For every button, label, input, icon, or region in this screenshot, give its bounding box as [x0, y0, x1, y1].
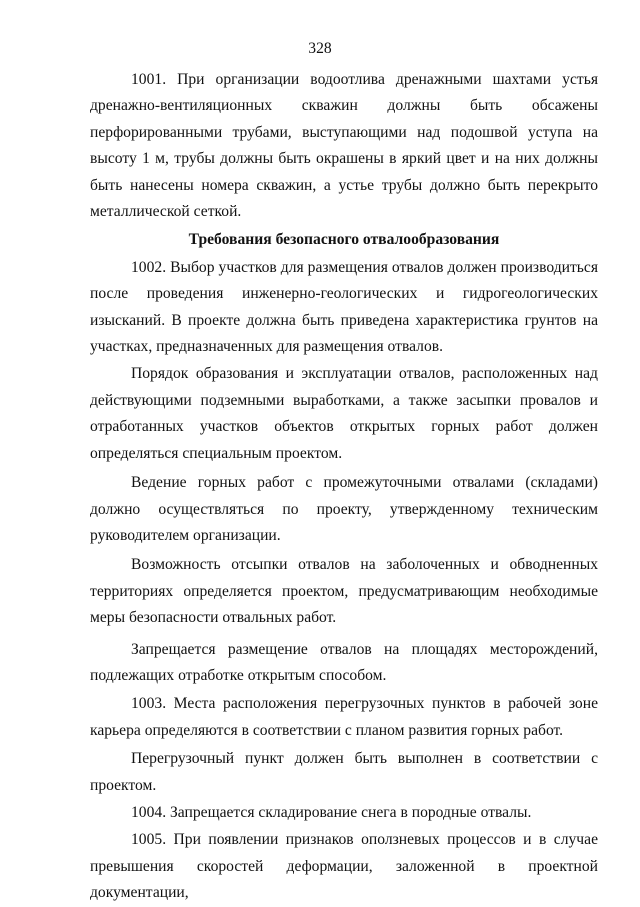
paragraph-1003: 1003. Места расположения перегрузочных пунктов в рабочей зоне карьера определяются в соответствии с планом развития горных работ.: [90, 695, 598, 739]
paragraph-1004: 1004. Запрещается складирование снега в породные отвалы.: [131, 803, 532, 821]
paragraph-transfer-point: Перегрузочный пункт должен быть выполнен в соответствии с проектом.: [90, 750, 598, 794]
page-number: 328: [308, 40, 332, 57]
paragraph-1002: 1002. Выбор участков для размещения отвалов должен производиться после проведения инженерно-геологических и гидрогеологических изысканий. В проекте должна быть приведена характеристика грунтов на участках, предназначенных для размещения отвалов.: [90, 258, 598, 356]
paragraph-dumps-over-workings: Порядок образования и эксплуатации отвалов, расположенных над действующими подземными выработками, а также засыпки провалов и отработанных участков объектов открытых горных работ должен определяться специальным проектом.: [90, 365, 598, 462]
paragraph-1001: 1001. При организации водоотлива дренажными шахтами устья дренажно-вентиляционных скважин должны быть обсажены перфорированными трубами, выступающими над подошвой уступа на высоту 1 м, трубы должны быть окрашены в яркий цвет и на них должны быть нанесены номера скважин, а устье трубы должно быть перекрыто металлической сеткой.: [90, 71, 598, 221]
paragraph-1005: 1005. При появлении признаков оползневых процессов и в случае превышения скоростей деформации, заложенной в проектной документации,: [90, 831, 598, 902]
paragraph-swamp-dumping: Возможность отсыпки отвалов на заболоченных и обводненных территориях определяется проектом, предусматривающим необходимые меры безопасности отвальных работ.: [90, 556, 598, 627]
paragraph-intermediate-dumps: Ведение горных работ с промежуточными отвалами (складами) должно осуществляться по проекту, утвержденному техническим руководителем организации.: [90, 474, 598, 544]
section-heading: Требования безопасного отвалообразования: [188, 231, 500, 249]
document-body: [90, 67, 598, 907]
paragraph-dump-prohibition: Запрещается размещение отвалов на площадях месторождений, подлежащих отработке открытым способом.: [90, 640, 598, 684]
